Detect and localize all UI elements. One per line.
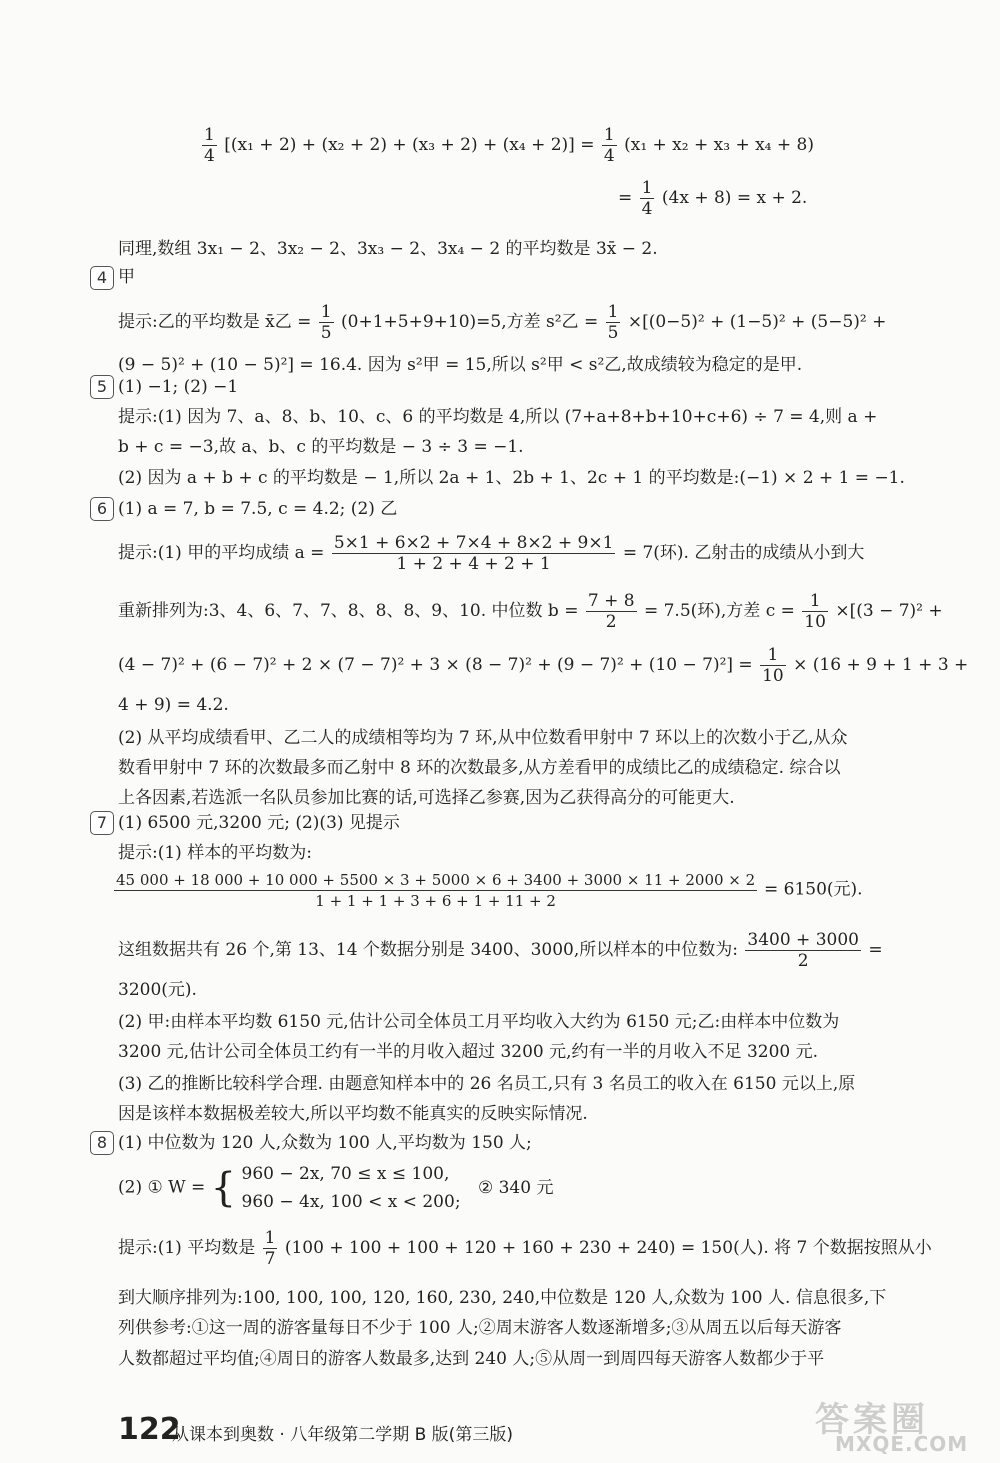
watermark-logo: 答案圈: [815, 1400, 929, 1440]
fraction-quarter: $\frac{1}{4}$: [603, 125, 615, 166]
hint-line: 人数都超过平均值;④周日的游客人数最多,达到 240 人;⑤从周一到周四每天游客人数都少于平: [118, 1349, 825, 1369]
fraction-fifth: $\frac{1}{5}$: [320, 302, 332, 343]
fraction-quarter: $\frac{1}{4}$: [204, 125, 215, 166]
hint-line: 这组数据共有 26 个,第 13、14 个数据分别是 3400、3000,所以样本的中位数为: $\frac{3400 + 3000}{2}$ =: [118, 930, 883, 971]
answer-line: (1) −1; (2) −1: [118, 377, 239, 397]
hint-line: 数看甲射中 7 环的次数最多而乙射中 8 环的次数最多,从方差看甲的成绩比乙的成绩稳定. 综合以: [118, 758, 841, 778]
answer-line: 甲: [118, 267, 135, 287]
hint-line: 提示:(1) 因为 7、a、8、b、10、c、6 的平均数是 4,所以 (7+a+8+b+10+c+6) ÷ 7 = 4,则 a +: [118, 407, 878, 427]
answer-line: (1) 6500 元,3200 元; (2)(3) 见提示: [118, 813, 400, 833]
hint-line: (2) 从平均成绩看甲、乙二人的成绩相等均为 7 环,从中位数看甲射中 7 环以上的次数小于乙,从众: [118, 728, 848, 748]
question-number-badge: 5: [90, 375, 114, 399]
answer-line: (1) a = 7, b = 7.5, c = 4.2; (2) 乙: [118, 499, 398, 519]
hint-line: 因是该样本数据极差较大,所以平均数不能真实的反映实际情况.: [118, 1104, 588, 1124]
hint-line: 重新排列为:3、4、6、7、7、8、8、8、9、10. 中位数 b = $\frac{7 + 8}{2}$ = 7.5(环),方差 c = $\frac{1}{10}$ ×[(3 − 7)² +: [118, 591, 943, 632]
derivation-line-2: = $\frac{1}{4}$ (4x + 8) = x + 2.: [618, 178, 808, 219]
text-line: 同理,数组 3x₁ − 2、3x₂ − 2、3x₃ − 2、3x₄ − 2 的平均数是 3x̄ − 2.: [118, 239, 658, 259]
book-title: 从课本到奥数 · 八年级第二学期 B 版(第三版): [172, 1425, 513, 1445]
fraction-sample-mean: 45 000 + 18 000 + 10 000 + 5500 × 3 + 5000 × 6 + 3400 + 3000 × 11 + 2000 × 2 1 + 1 + 1 + 3 + 6 + 1 + 11 + 2: [116, 871, 756, 910]
hint-line: 提示:(1) 样本的平均数为:: [118, 843, 312, 863]
page-number: 122: [118, 1412, 181, 1447]
fraction-seventh: $\frac{1}{7}$: [264, 1228, 276, 1269]
hint-line: 上各因素,若选派一名队员参加比赛的话,可选择乙参赛,因为乙获得高分的可能更大.: [118, 788, 735, 808]
hint-line: (9 − 5)² + (10 − 5)²] = 16.4. 因为 s²甲 = 15,所以 s²甲 < s²乙,故成绩较为稳定的是甲.: [118, 355, 803, 375]
hint-line: 到大顺序排列为:100, 100, 100, 120, 160, 230, 240,中位数是 120 人,众数为 100 人. 信息很多,下: [118, 1288, 887, 1308]
hint-line: b + c = −3,故 a、b、c 的平均数是 − 3 ÷ 3 = −1.: [118, 437, 524, 457]
question-number-badge: 8: [90, 1131, 114, 1155]
hint-line: 提示:(1) 甲的平均成绩 a = $\frac{5\times 1 + 6\times 2 + 7\times 4 + 8\times 2 + 9\times 1}{1 + 2 + 4 + 2 + 1}$ = 7(环). 乙射击的成绩从小到大: [118, 533, 865, 574]
hint-line: (2) 因为 a + b + c 的平均数是 − 1,所以 2a + 1、2b + 1、2c + 1 的平均数是:(−1) × 2 + 1 = −1.: [118, 468, 905, 488]
left-brace: {: [210, 1165, 237, 1211]
fraction-median: $\frac{7 + 8}{2}$: [587, 591, 635, 632]
hint-line: 提示:乙的平均数是 x̄乙 = $\frac{1}{5}$ (0+1+5+9+10)=5,方差 s²乙 = $\frac{1}{5}$ ×[(0−5)² + (1−5)² + (5−5)² +: [118, 302, 887, 343]
hint-line: 3200 元,估计公司全体员工约有一半的月收入超过 3200 元,约有一半的月收入不足 3200 元.: [118, 1042, 819, 1062]
hint-line: 45 000 + 18 000 + 10 000 + 5500 × 3 + 5000 × 6 + 3400 + 3000 × 11 + 2000 × 2 1 + 1 + 1 + 3 + 6 + 1 + 11 + 2 = 6150(元).: [116, 871, 863, 910]
hint-line: 提示:(1) 平均数是 $\frac{1}{7}$ (100 + 100 + 100 + 120 + 160 + 230 + 240) = 150(人). 将 7 个数据按照从小: [118, 1228, 932, 1269]
fraction-quarter: $\frac{1}{4}$: [641, 178, 653, 219]
derivation-line-1: $\frac{1}{4}$ [(x₁ + 2) + (x₂ + 2) + (x₃ + 2) + (x₄ + 2)] = $\frac{1}{4}$ (x₁ + x₂ + x₃ + x₄ + 8): [204, 125, 814, 166]
question-number-badge: 7: [90, 811, 114, 835]
question-number-badge: 6: [90, 497, 114, 521]
hint-line: (2) 甲:由样本平均数 6150 元,估计公司全体员工月平均收入大约为 6150 元;乙:由样本中位数为: [118, 1012, 840, 1032]
fraction-tenth: $\frac{1}{10}$: [804, 591, 826, 632]
answer-line: (1) 中位数为 120 人,众数为 100 人,平均数为 150 人;: [118, 1133, 532, 1153]
fraction-sample-median: $\frac{3400 + 3000}{2}$: [747, 930, 859, 971]
piecewise-cases: 960 − 2x, 70 ≤ x ≤ 100, 960 − 4x, 100 < x < 200;: [241, 1164, 461, 1212]
hint-line: (3) 乙的推断比较科学合理. 由题意知样本中的 26 名员工,只有 3 名员工的收入在 6150 元以上,原: [118, 1074, 856, 1094]
fraction-mean: $\frac{5\times 1 + 6\times 2 + 7\times 4 + 8\times 2 + 9\times 1}{1 + 2 + 4 + 2 + 1}$: [333, 533, 614, 574]
watermark-url: MXQE.COM: [835, 1432, 969, 1456]
hint-line: 3200(元).: [118, 980, 197, 1000]
question-number-badge: 4: [90, 266, 114, 290]
hint-line: 4 + 9) = 4.2.: [118, 695, 229, 715]
hint-line: 列供参考:①这一周的游客量每日不少于 100 人;②周末游客人数逐渐增多;③从周五以后每天游客: [118, 1318, 842, 1338]
answer-line: (2) ① W = { 960 − 2x, 70 ≤ x ≤ 100, 960 − 4x, 100 < x < 200; ② 340 元: [118, 1158, 960, 1220]
fraction-fifth: $\frac{1}{5}$: [607, 302, 619, 343]
fraction-tenth: $\frac{1}{10}$: [762, 645, 784, 686]
hint-line: (4 − 7)² + (6 − 7)² + 2 × (7 − 7)² + 3 × (8 − 7)² + (9 − 7)² + (10 − 7)²] = $\frac{1}{10}$ × (16 + 9 + 1 + 3 +: [118, 645, 969, 686]
